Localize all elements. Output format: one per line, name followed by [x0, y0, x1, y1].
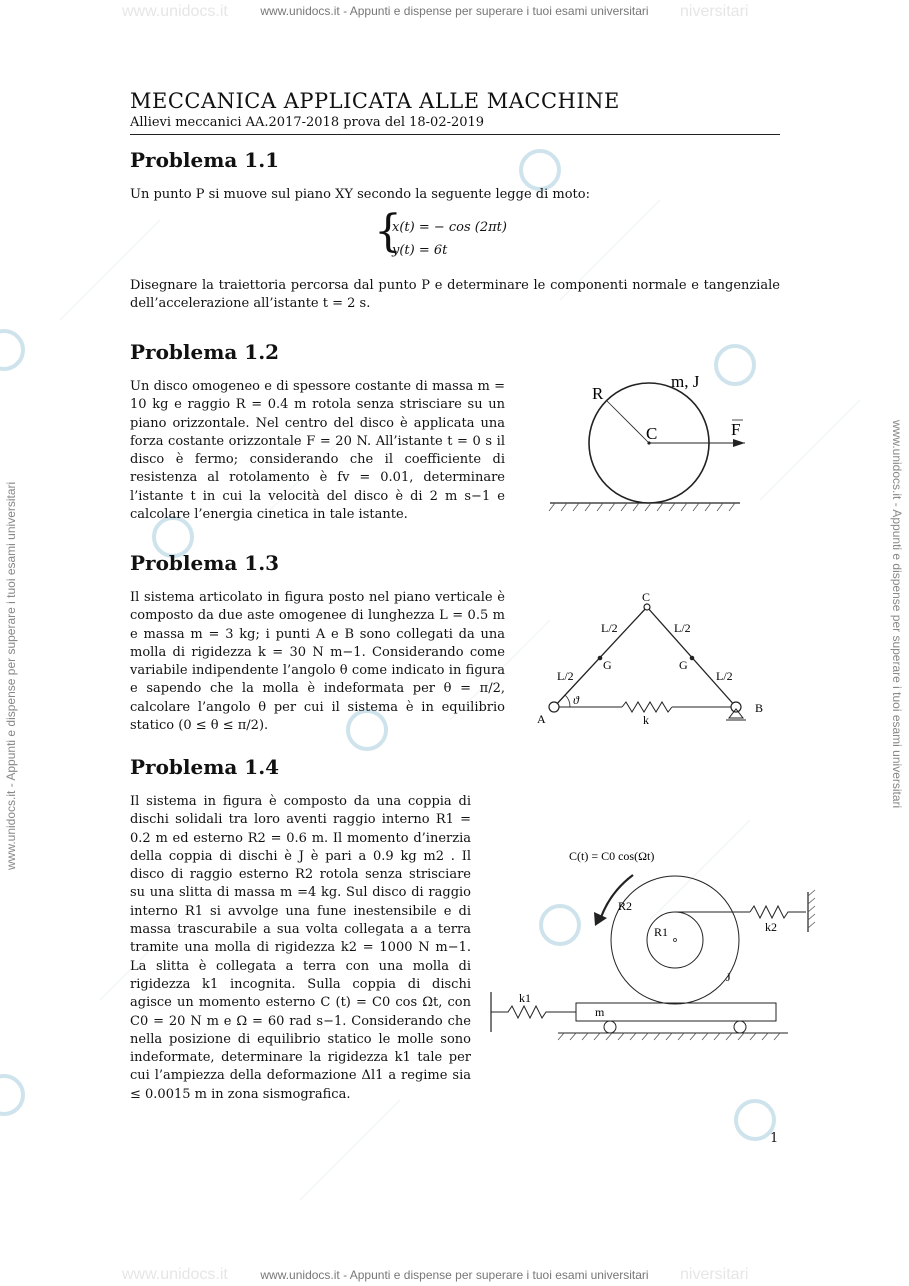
cg-right	[690, 656, 695, 661]
label-R1: R1	[654, 925, 669, 939]
problem-1-1-heading: Problema 1.1	[130, 148, 280, 172]
problem-1-2-text: Un disco omogeneo e di spessore costante di massa m = 10 kg e raggio R = 0.4 m rotola senza strisciare su un piano orizzontale. Nel centro del disco è applicata una forza costante orizzontale F = 20 N. All’istante t = 0 s il disco è fermo; considerando che il coefficiente di resistenza al rotolamento è fv = 0.01, determinare l’istante t in cui la velocità del disco è di 2 m s−1 e calcolare l’energia cinetica in tale istante.	[130, 379, 505, 523]
label-m: m	[595, 1005, 605, 1019]
watermark-side-left: www.unidocs.it - Appunti e dispense per superare i tuoi esami universitari	[4, 481, 18, 870]
label-k: k	[643, 713, 649, 727]
document-title: MECCANICA APPLICATA ALLE MACCHINE	[130, 89, 620, 113]
label-B: B	[755, 701, 764, 715]
watermark-header: www.unidocs.it - Appunti e dispense per superare i tuoi esami universitari	[260, 4, 649, 18]
wheel-left	[604, 1021, 616, 1033]
brace-icon: {	[374, 206, 402, 257]
equation-y: y(t) = 6t	[392, 243, 448, 258]
disks-sled-figure	[488, 840, 823, 1045]
label-theta: ϑ	[573, 693, 579, 707]
label-C: C	[642, 590, 651, 604]
problem-1-4-heading: Problema 1.4	[130, 755, 280, 779]
watermark-ghost-right: niversitari	[680, 3, 749, 20]
outer-disk	[611, 876, 739, 1004]
header-rule	[130, 134, 780, 135]
label-k2: k2	[765, 920, 777, 934]
disk-center	[674, 939, 677, 942]
label-R: R	[592, 384, 604, 403]
problem-1-4-text: Il sistema in figura è composto da una coppia di dischi solidali tra loro aventi raggio interno R1 = 0.2 m ed esterno R2 = 0.6 m. Il momento d’inerzia della coppia di dischi è J è pari a 0.9 kg m2 . Il disco di raggio esterno R2 rotola senza strisciare su una slitta di massa m =4 kg. Sul disco di raggio interno R1 si avvolge una fune inestensibile e di massa trascurabile a sua volta collegata a a terra tramite una molla di rigidezza k2 = 1000 N m−1. La slitta è collegata a terra con una molla di rigidezza k1 incognita. Sulla coppia di dischi agisce un momento esterno C (t) = C0 cos Ωt, con C0 = 20 N m e Ω = 60 rad s−1. Considerando che nella posizione di equilibrio statico le molle sono indeformate, determinare la rigidezza k1 tale per cui l’ampiezza della deformazione Δl1 a regime sia ≤ 0.0015 m in zona sismografica.	[130, 794, 471, 1102]
label-R2: R2	[618, 899, 633, 913]
page-number: 1	[770, 1131, 779, 1146]
label-F: F	[731, 420, 741, 439]
label-J: J	[726, 970, 731, 984]
label-mJ: m, J	[671, 372, 700, 391]
radius-line	[607, 401, 649, 443]
sled	[576, 1003, 776, 1021]
pin-A	[549, 702, 559, 712]
document-subtitle: Allievi meccanici AA.2017-2018 prova del 18-02-2019	[130, 115, 485, 130]
problem-1-1-text: Un punto P si muove sul piano XY secondo la seguente legge di moto:	[130, 187, 590, 202]
problem-1-3-heading: Problema 1.3	[130, 551, 280, 575]
watermark-ghost-left: www.unidocs.it	[122, 3, 228, 20]
theta-arc	[565, 695, 570, 707]
spring-k1	[491, 1006, 576, 1018]
label-G-left: G	[603, 658, 612, 672]
watermark-footer: www.unidocs.it - Appunti e dispense per superare i tuoi esami universitari	[260, 1268, 649, 1282]
moment-arrowhead-icon	[594, 912, 607, 926]
watermark-ghost-right-bottom: niversitari	[680, 1266, 749, 1283]
watermark-ghost-left-bottom: www.unidocs.it	[122, 1266, 228, 1283]
problem-1-3-text: Il sistema articolato in figura posto nel piano verticale è composto da due aste omogenee di lunghezza L = 0.5 m e massa m = 3 kg; i punti A e B sono collegati da una molla di rigidezza k = 30 N m−1. Considerando come variabile indipendente l’angolo θ come indicato in figura e sapendo che la molla è indeformata per θ = π/2, calcolare l’angolo θ per cui il sistema è in equilibrio statico (0 ≤ θ ≤ π/2).	[130, 590, 505, 734]
problem-1-1-text2: Disegnare la traiettoria percorsa dal punto P e determinare le componenti normale e tangenziale dell’accelerazione all’istante t = 2 s.	[130, 278, 780, 312]
label-L2-bottom-right: L/2	[716, 669, 733, 683]
wheel-right	[734, 1021, 746, 1033]
cg-left	[598, 656, 603, 661]
linkage-figure	[530, 590, 775, 735]
force-arrowhead-icon	[733, 439, 745, 447]
pin-B	[731, 702, 741, 712]
label-L2-bottom-left: L/2	[557, 669, 574, 683]
disk-figure	[545, 365, 745, 515]
label-A: A	[537, 712, 546, 726]
label-L2-top-left: L/2	[601, 621, 618, 635]
label-G-right: G	[679, 658, 688, 672]
label-C: C	[646, 424, 658, 443]
spring-k2	[750, 906, 806, 918]
equation-x: x(t) = − cos (2πt)	[392, 220, 507, 235]
inner-disk	[647, 912, 703, 968]
problem-1-2-heading: Problema 1.2	[130, 340, 280, 364]
spring-k	[622, 702, 672, 712]
pin-C	[644, 604, 650, 610]
label-k1: k1	[519, 991, 531, 1005]
label-L2-top-right: L/2	[674, 621, 691, 635]
label-moment: C(t) = C0 cos(Ωt)	[569, 849, 655, 863]
watermark-side-right: www.unidocs.it - Appunti e dispense per superare i tuoi esami universitari	[890, 420, 904, 809]
